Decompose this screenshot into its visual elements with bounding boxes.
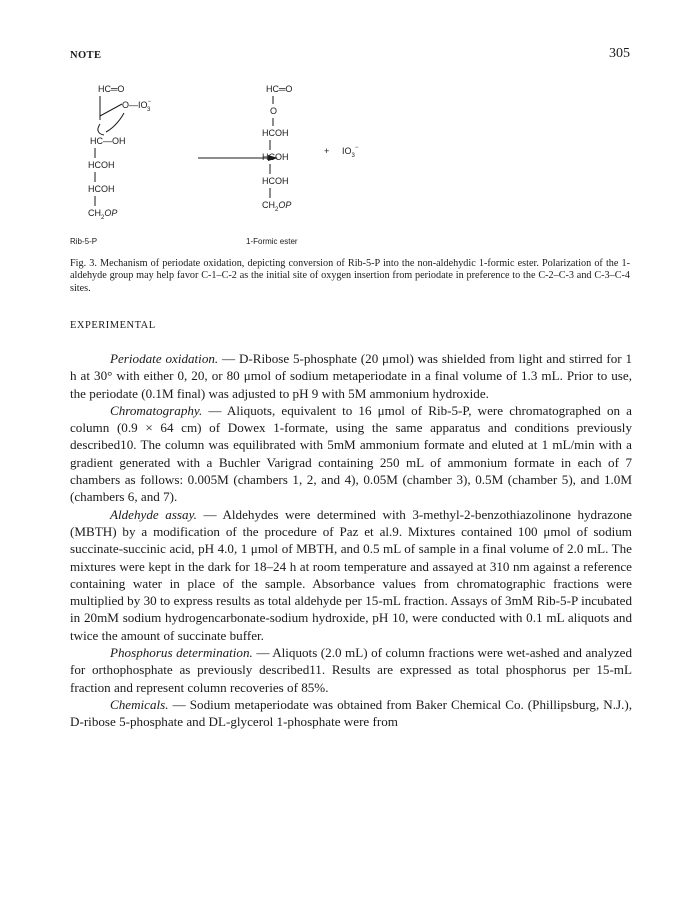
figure-caption — [70, 258, 630, 295]
left-c4-text: HCOH — [88, 184, 115, 194]
paragraph-chemicals: Chemicals. — Sodium metaperiodate was obtained from Baker Chemical Co. (Phillipsburg, N.J.), D-ribose 5-phosphate and DL-glycerol 1-phosphate were from — [70, 696, 632, 730]
page-number: 305 — [609, 46, 630, 61]
paragraph-periodate-oxidation: Periodate oxidation. — D-Ribose 5-phosphate (20 μmol) was shielded from light and stirred for 1 h at 30° with either 0, 20, or 80 μmol of sodium metaperiodate in a final volume of 1.3 mL. Prior to use, the periodate (0.1M final) was adjusted to pH 9 with 5M ammonium hydroxide. — [70, 351, 633, 401]
right-formyl-text: HC═O — [266, 84, 293, 94]
paragraph-phosphorus: Phosphorus determination. — Aliquots (2.0 mL) of column fractions were wet-ashed and analyzed for orthophosphate as previously described11. Results are expressed as total phosphorus per 15-mL fraction and represent column recoveries of 85%. — [70, 645, 633, 695]
right-structure-label: 1-Formic ester — [246, 237, 298, 246]
formic-ester-structure — [246, 84, 298, 246]
runin-heading: Chromatography. — [110, 402, 203, 418]
runin-heading: Aldehyde assay. — [110, 506, 197, 522]
right-c2-text: HCOH — [262, 128, 289, 138]
rib5p-structure — [70, 84, 152, 246]
paragraph-text: Sodium metaperiodate was obtained from Baker Chemical Co. (Phillipsburg, N.J.), D-ribose 5-phosphate and DL-glycerol 1-phosphate were from — [70, 696, 632, 730]
paragraph-text: Aliquots (2.0 mL) of column fractions were wet-ashed and analyzed for orthophosphate as previously described11. Results are expressed as total phosphorus per 15-mL fraction and represent column recoveries of 85%. — [70, 645, 633, 695]
figure-label: Fig. 3. — [70, 258, 97, 269]
runin-heading: Phosphorus determination. — [110, 645, 253, 661]
plus-sign: + — [324, 146, 330, 156]
left-periodate-text: O—IO− 3 — [122, 99, 152, 113]
right-o-text: O — [270, 106, 278, 116]
paragraph-text: Aldehydes were determined with 3-methyl-2-benzothiazolinone hydrazone (MBTH) by a modification of the procedure of Paz et al.9. Mixtures contained 100 μmol of sodium succinate-succinic acid, pH 4.0, 1 μmol of MBTH, and 0.5 mL of sample in a final volume of 2.0 mL. The mixtures were kept in the dark for 18–24 h at room temperature and assayed at 310 nm against a reference containing water in place of the sample. Absorbance values from chromatographic fractions were multiplied by 30 to express results as total aldehyde per 15-mL fraction. Assays of 3mM Rib-5-P incubated in 20mM sodium hydrogencarbonate-sodium hydroxide, pH 10, were conducted with 0.1 mL aliquots and twice the amount of succinate buffer. — [70, 506, 632, 643]
right-c3-text: HCOH — [262, 152, 289, 162]
left-aldehyde-text: HC═O — [98, 84, 125, 94]
section-label: NOTE — [70, 50, 102, 61]
reaction-scheme-drawing — [70, 78, 630, 250]
paragraph-aldehyde-assay: Aldehyde assay. — Aldehydes were determined with 3-methyl-2-benzothiazolinone hydrazone (MBTH) by a modification of the procedure of Paz et al.9. Mixtures contained 100 μmol of sodium succinate-succinic acid, pH 4.0, 1 μmol of MBTH, and 0.5 mL of sample in a final volume of 2.0 mL. The mixtures were kept in the dark for 18–24 h at room temperature and assayed at 310 nm against a reference containing water in place of the sample. Absorbance values from chromatographic fractions were multiplied by 30 to express results as total aldehyde per 15-mL fraction. Assays of 3mM Rib-5-P incubated in 20mM sodium hydrogencarbonate-sodium hydroxide, pH 10, were conducted with 0.1 mL aliquots and twice the amount of succinate buffer. — [70, 506, 632, 643]
figure-caption-text: Mechanism of periodate oxidation, depicting conversion of Rib-5-P into the non-aldehydic 1-formic ester. Polarization of the 1-aldehyde group may help favor C-1–C-2 as the initial site of oxygen insertion from periodate in preference to the C-2–C-3 and C-3–C-4 sites. — [70, 258, 630, 294]
experimental-body — [70, 350, 632, 731]
periodate-product-text: $IO_3^-$ — [342, 145, 359, 159]
right-c4-text: HCOH — [262, 176, 289, 186]
runin-heading: Chemicals. — [110, 696, 169, 712]
left-c3-text: HCOH — [88, 160, 115, 170]
left-curved-arrow — [98, 124, 104, 135]
right-c5-text: $CH_2OP$ — [262, 200, 292, 213]
left-structure-label: Rib-5-P — [70, 237, 98, 246]
running-head — [70, 46, 630, 66]
left-c5-text: $CH_2OP$ — [88, 208, 118, 221]
paragraph-text: Aliquots, equivalent to 16 μmol of Rib-5-P, were chromatographed on a column (0.9 × 64 cm) of Dowex 1-formate, using the same apparatus and conditions previously described10. The column was equilibrated with 5mM ammonium formate and eluted at 1 mL/min with a gradient generated with a Buchler Varigrad containing 250 mL of ammonium formate in each of 7 chambers as follows: 0.005M (chambers 1, 2, and 4), 0.05M (chamber 3), 0.5M (chamber 5), and 1.0M (chambers 6, and 7). — [70, 402, 632, 505]
left-bond-o-c2 — [106, 113, 124, 132]
reaction-scheme — [70, 78, 630, 250]
paragraph-chromatography: Chromatography. — Aliquots, equivalent to 16 μmol of Rib-5-P, were chromatographed on a column (0.9 × 64 cm) of Dowex 1-formate, using the same apparatus and conditions previously described10. The column was equilibrated with 5mM ammonium formate and eluted at 1 mL/min with a gradient generated with a Buchler Varigrad containing 250 mL of ammonium formate in each of 7 chambers as follows: 0.005M (chambers 1, 2, and 4), 0.05M (chamber 3), 0.5M (chamber 5), and 1.0M (chambers 6, and 7). — [70, 402, 632, 505]
runin-heading: Periodate oxidation. — [110, 351, 219, 366]
section-heading: EXPERIMENTAL — [70, 320, 156, 331]
left-bond-to-o — [100, 104, 122, 116]
paragraph-text: D-Ribose 5-phosphate (20 μmol) was shielded from light and stirred for 1 h at 30° with either 0, 20, or 80 μmol of sodium metaperiodate in a final volume of 1.3 mL. Prior to use, the periodate (0.1M final) was adjusted to pH 9 with 5M ammonium hydroxide. — [70, 351, 633, 401]
left-c2-text: HC—OH — [90, 136, 126, 146]
